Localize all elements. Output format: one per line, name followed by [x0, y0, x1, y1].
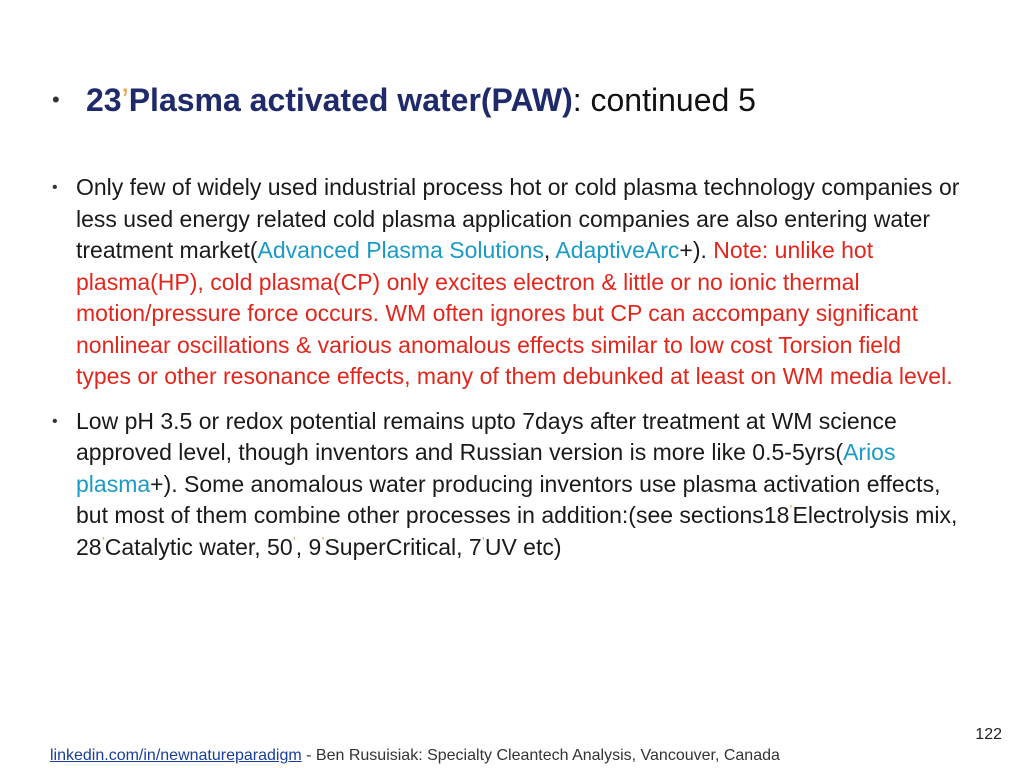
bullet2-text-f: SuperCritical, 7 — [324, 533, 482, 560]
link-arios-plasma[interactable]: Arios plasma — [76, 439, 896, 497]
footer-text: - Ben Rusuisiak: Specialty Cleantech Analysis, Vancouver, Canada — [301, 747, 780, 764]
title-number: 23 — [86, 82, 122, 118]
footer — [50, 746, 780, 766]
bullet-item-1 — [52, 172, 962, 393]
bullet1-note: Note: unlike hot plasma(HP), cold plasma(CP) only excites electron & little or no ionic thermal motion/pressure force occurs. WM often ignores but CP can accompany significant nonlinear oscillations & various anomalous effects similar to low cost Torsion field types or other resonance effects, many of them debunked at least on WM media level. — [76, 237, 953, 389]
bullet-list — [52, 172, 962, 576]
bullet2-text-g: UV etc) — [484, 533, 562, 560]
title-rest: : continued 5 — [572, 82, 756, 118]
bullet2-text-b: +). Some anomalous water producing inventors use plasma activation effects, but most of them combine other processes in addition:(see sections18 — [76, 470, 941, 528]
tick-mark: ’ — [481, 532, 485, 549]
tick-mark: ’ — [292, 532, 296, 549]
bullet-item-2 — [52, 406, 962, 564]
bullet2-text-c: Electrolysis mix, 28 — [76, 502, 958, 560]
bullet2-text: Low pH 3.5 or redox potential remains upto 7days after treatment at WM science approved level, though inventors and Russian version is more like 0.5-5yrs( — [76, 407, 897, 465]
bullet1-text: Only few of widely used industrial process hot or cold plasma technology companies or less used energy related cold plasma application companies are also entering water treatment market( — [76, 174, 960, 263]
tick-mark: ’ — [789, 501, 793, 518]
bullet-icon: • — [52, 179, 58, 196]
title-main: Plasma activated water(PAW) — [128, 82, 573, 118]
tick-mark: ’ — [101, 532, 105, 549]
link-adaptivearc[interactable]: AdaptiveArc — [555, 237, 680, 263]
link-advanced-plasma-solutions[interactable]: Advanced Plasma Solutions — [257, 237, 544, 263]
bullet2-text-e: , 9 — [295, 533, 322, 560]
bullet-icon: • — [52, 87, 60, 112]
title-text — [86, 80, 756, 120]
bullet2-text-d: Catalytic water, 50 — [104, 533, 293, 560]
title-tick: ’ — [121, 82, 129, 118]
bullet1-comma: , — [543, 237, 556, 263]
bullet-icon: • — [52, 412, 58, 430]
footer-linkedin-link[interactable]: linkedin.com/in/newnatureparadigm — [50, 747, 302, 764]
bullet1-text-b: +). — [679, 237, 714, 263]
page-number: 122 — [975, 726, 1002, 743]
tick-mark: ’ — [321, 532, 325, 549]
